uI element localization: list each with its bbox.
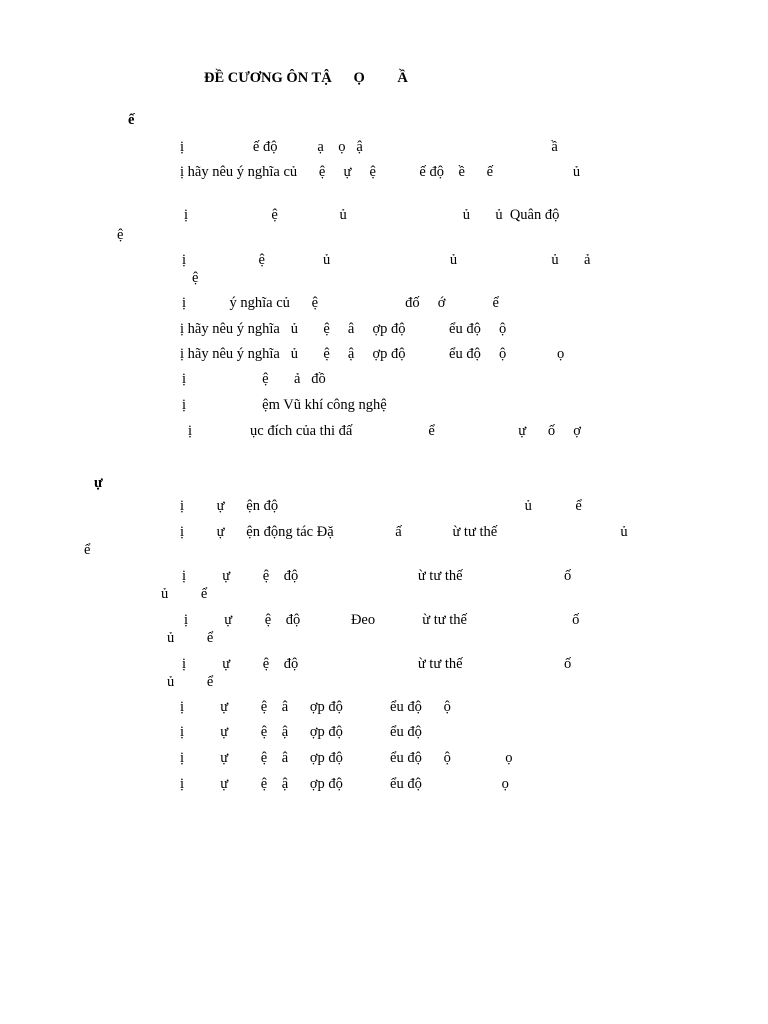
section-2-line-3-cont: ủ ể xyxy=(161,586,208,602)
section-2-line-9: ị ự ệ ậ ợp độ ểu độ ọ xyxy=(180,776,509,792)
section-2-heading: ự xyxy=(94,475,103,491)
section-2-line-5: ị ự ệ độ ừ tư thế ố xyxy=(182,656,572,672)
section-1-line-9: ị ệm Vũ khí công nghệ xyxy=(182,397,387,413)
section-1-line-1: ị ế độ ạ ọ ậ ầ xyxy=(180,139,558,155)
section-1-line-10: ị ục đích của thi đấ ể ự ố ợ xyxy=(188,423,581,439)
section-1-line-5: ị ý nghĩa củ ệ đố ớ ể xyxy=(182,295,499,311)
section-1-line-2: ị hãy nêu ý nghĩa củ ệ ự ệ ế độ ề ế ủ xyxy=(180,164,581,180)
section-1-line-4: ị ệ ủ ủ ủ ả xyxy=(182,252,591,268)
section-1-line-7: ị hãy nêu ý nghĩa ủ ệ ậ ợp độ ểu độ ộ ọ xyxy=(180,346,565,362)
section-1-line-3-cont: ệ xyxy=(117,227,124,243)
section-2-line-2-cont: ể xyxy=(84,542,91,558)
section-2-line-3: ị ự ệ độ ừ tư thế ố xyxy=(182,568,572,584)
section-2-line-8: ị ự ệ â ợp độ ểu độ ộ ọ xyxy=(180,750,513,766)
section-1-line-6: ị hãy nêu ý nghĩa ủ ệ â ợp độ ểu độ ộ xyxy=(180,321,507,337)
section-1-line-3: ị ệ ủ ủ ủ Quân độ xyxy=(184,207,560,223)
section-2-line-4: ị ự ệ độ Đeo ừ tư thế ố xyxy=(184,612,580,628)
section-1-heading: ế xyxy=(128,112,135,128)
section-1-line-8: ị ệ ả đồ xyxy=(182,371,326,387)
section-2-line-7: ị ự ệ ậ ợp độ ểu độ xyxy=(180,724,422,740)
section-2-line-4-cont: ủ ể xyxy=(167,630,214,646)
document-title: ĐỀ CƯƠNG ÔN TẬ Ọ Ầ xyxy=(204,70,408,86)
section-1-line-4-cont: ệ xyxy=(192,270,199,286)
section-2-line-5-cont: ủ ể xyxy=(167,674,214,690)
section-2-line-1: ị ự ện độ ủ ể xyxy=(180,498,582,514)
section-2-line-6: ị ự ệ â ợp độ ểu độ ộ xyxy=(180,699,451,715)
section-2-line-2: ị ự ện động tác Đặ ấ ừ tư thế ủ xyxy=(180,524,628,540)
